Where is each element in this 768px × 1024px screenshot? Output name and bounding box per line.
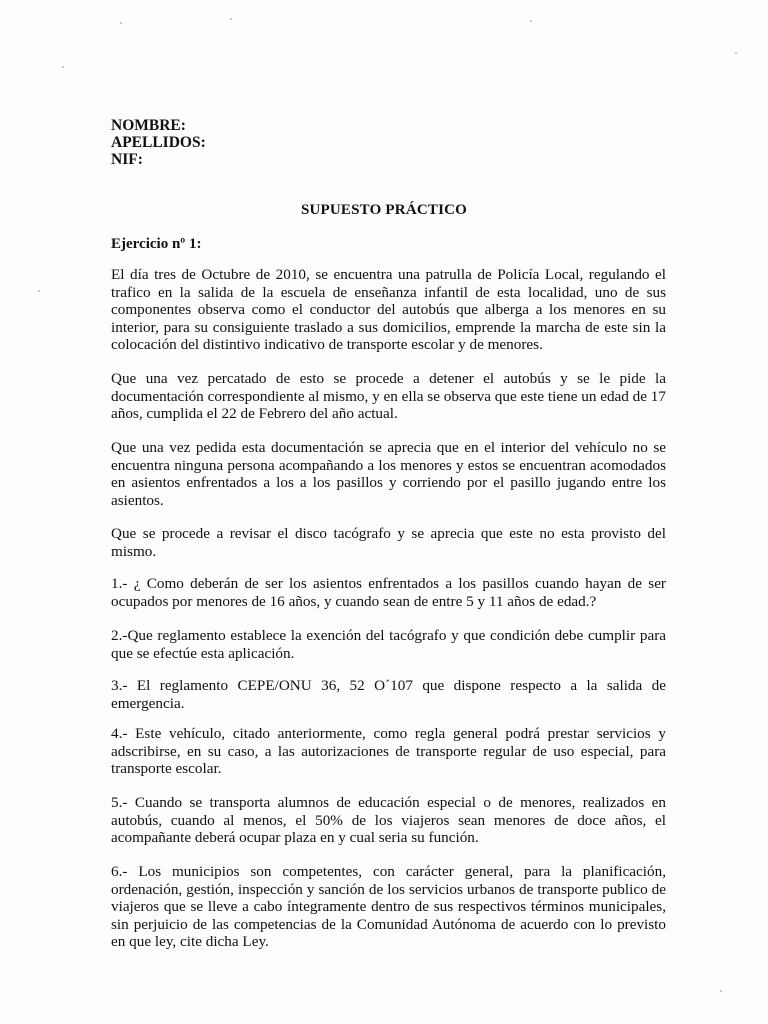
question-5: 5.- Cuando se transporta alumnos de educación especial o de menores, realizados en autobús, cuando al menos, el 50% de los viajeros sean menores de doce años, el acompañante deberá ocupar plaza en y cual seria su función. — [111, 794, 666, 846]
scan-speck — [38, 290, 40, 292]
scan-speck — [230, 18, 232, 20]
paragraph-scenario-intro: El día tres de Octubre de 2010, se encuentra una patrulla de Policía Local, regulando el trafico en la salida de la escuela de enseñanza infantil de esta localidad, uno de sus componentes observa como el conductor del autobús que alberga a los menores en su interior, para su consiguiente traslado a sus domicilios, emprende la marcha de este sin la colocación del distintivo indicativo de transporte escolar y de menores. — [111, 266, 666, 353]
question-3: 3.- El reglamento CEPE/ONU 36, 52 O´107 que dispone respecto a la salida de emergencia. — [111, 677, 666, 712]
question-1: 1.- ¿ Como deberán de ser los asientos enfrentados a los pasillos cuando hayan de ser ocupados por menores de 16 años, y cuando sean de entre 5 y 11 años de edad.? — [111, 575, 666, 610]
paragraph-scenario-documentation: Que una vez percatado de esto se procede a detener el autobús y se le pide la documentación correspondiente al mismo, y en ella se observa que este tiene un edad de 17 años, cumplida el 22 de Febrero del año actual. — [111, 370, 666, 422]
question-4: 4.- Este vehículo, citado anteriormente, como regla general podrá prestar servicios y adscribirse, en su caso, a las autorizaciones de transporte regular de uso especial, para transporte escolar. — [111, 725, 666, 777]
question-6: 6.- Los municipios son competentes, con carácter general, para la planificación, ordenación, gestión, inspección y sanción de los servicios urbanos de transporte publico de viajeros que se lleve a cabo íntegramente dentro de sus respectivos términos municipales, sin perjuicio de las competencias de la Comunidad Autónoma de acuerdo con lo previsto en que ley, cite dicha Ley. — [111, 863, 666, 950]
paragraph-scenario-interior: Que una vez pedida esta documentación se aprecia que en el interior del vehículo no se encuentra ninguna persona acompañando a los menores y estos se encuentran acomodados en asientos enfrentados a los a los pasillos y corriendo por el pasillo jugando entre los asientos. — [111, 439, 666, 509]
scan-speck — [720, 990, 722, 992]
scan-speck — [530, 20, 532, 22]
paragraph-scenario-tachograph: Que se procede a revisar el disco tacógrafo y se aprecia que este no esta provisto del mismo. — [111, 525, 666, 560]
field-apellidos: APELLIDOS: — [111, 134, 206, 151]
field-nombre: NOMBRE: — [111, 117, 186, 134]
header-fields — [111, 117, 206, 168]
document-title: SUPUESTO PRÁCTICO — [300, 202, 468, 218]
scan-speck — [120, 22, 122, 24]
scan-speck — [62, 66, 64, 68]
exercise-heading: Ejercicio nº 1: — [111, 236, 202, 252]
scan-speck — [735, 52, 737, 54]
field-nif: NIF: — [111, 151, 143, 168]
question-2: 2.-Que reglamento establece la exención del tacógrafo y que condición debe cumplir para que se efectúe esta aplicación. — [111, 627, 666, 662]
